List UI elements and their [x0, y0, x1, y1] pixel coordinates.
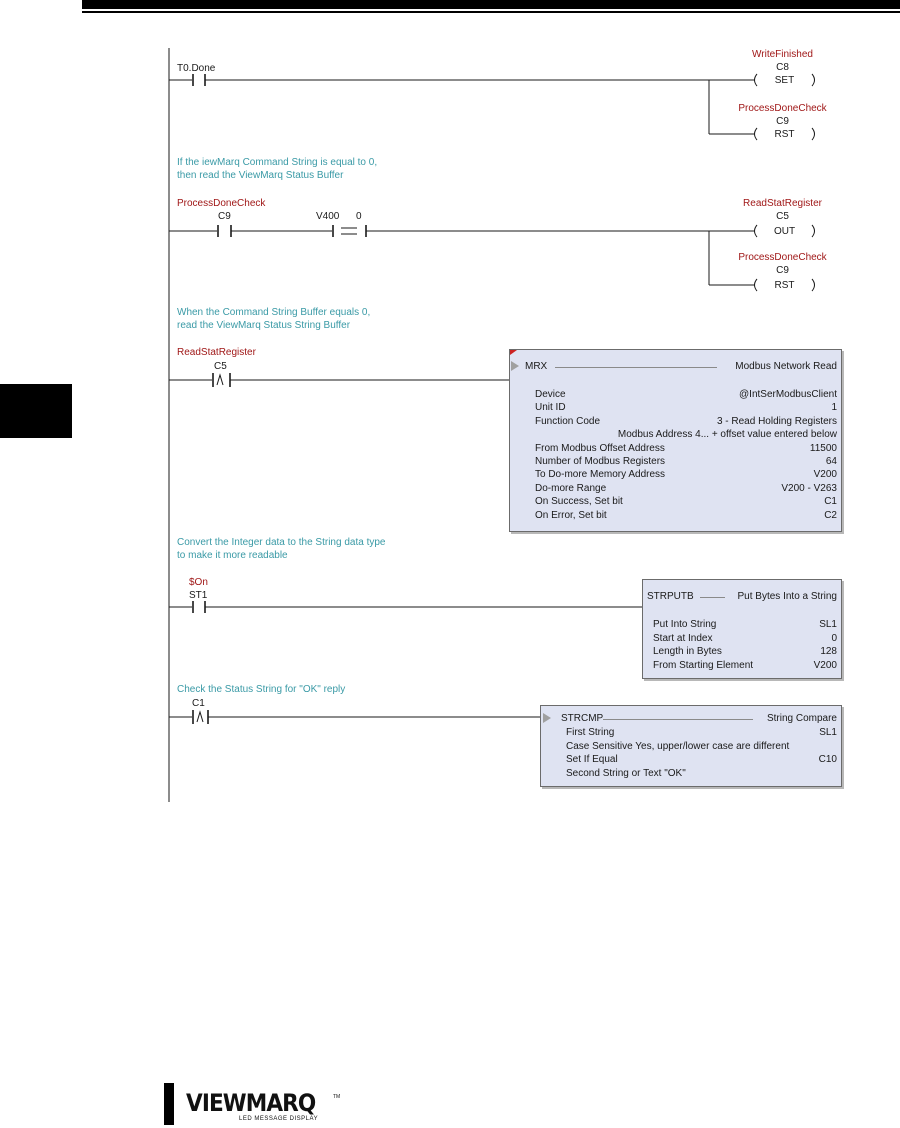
contact-nickname: ProcessDoneCheck: [177, 198, 266, 209]
param-label: Do-more Range: [535, 482, 607, 494]
rung-comment: then read the ViewMarq Status Buffer: [177, 170, 344, 181]
param-label: First String: [566, 727, 615, 738]
strcmp-name: STRCMP: [561, 713, 604, 724]
param-label: Function Code: [535, 415, 601, 427]
contact-address: C1: [192, 698, 205, 709]
param-value: 11500: [809, 442, 837, 454]
coil-address: C8: [776, 62, 789, 73]
param-value: Modbus Address 4... + offset value entered below: [617, 429, 837, 441]
rung-comment: Convert the Integer data to the String data type: [177, 537, 386, 548]
instruction-flag-icon: [541, 706, 553, 730]
param-label: Length in Bytes: [653, 646, 722, 658]
coil-address: C9: [776, 265, 789, 276]
footer-logo-wordmark: VIEWMARQ: [186, 1089, 316, 1117]
param-label: Device: [535, 389, 566, 400]
param-label: On Error, Set bit: [535, 509, 607, 521]
coil-nickname: ReadStatRegister: [743, 198, 822, 209]
footer-tagline: LED MESSAGE DISPLAY: [239, 1116, 319, 1122]
param-value: @IntSerModbusClient: [739, 389, 837, 400]
param-label: Second String or Text "OK": [566, 767, 686, 779]
strcmp-title-rule: [603, 719, 753, 720]
coil-op: SET: [774, 75, 795, 86]
rung-comment: If the iewMarq Command String is equal to 0,: [177, 157, 378, 168]
param-value: SL1: [819, 619, 837, 630]
strputb-name: STRPUTB: [647, 591, 694, 602]
param-value: V200: [813, 659, 837, 671]
rung-comment: Check the Status String for "OK" reply: [177, 684, 346, 695]
mrx-name: MRX: [525, 361, 548, 372]
footer-logo-bar: [164, 1083, 174, 1125]
instruction-flag-icon: [510, 350, 522, 376]
param-value: C10: [818, 754, 837, 765]
param-label: Unit ID: [535, 402, 566, 414]
param-label: On Success, Set bit: [535, 496, 623, 508]
param-value: C2: [824, 509, 837, 521]
param-label: Number of Modbus Registers: [535, 456, 666, 467]
strputb-title-rule: [700, 597, 725, 598]
strputb-instruction-box[interactable]: [642, 579, 842, 679]
strcmp-title: String Compare: [766, 713, 837, 724]
rung-comment: When the Command String Buffer equals 0,: [177, 307, 371, 318]
mrx-title: Modbus Network Read: [735, 361, 837, 372]
mrx-title-rule: [555, 367, 717, 368]
footer-logo-tm: TM: [333, 1094, 341, 1100]
rung1-contact-label: T0.Done: [177, 63, 216, 74]
param-value: SL1: [819, 727, 837, 738]
param-label: Case Sensitive Yes, upper/lower case are different: [566, 740, 790, 752]
coil-op: RST: [774, 129, 795, 140]
mrx-instruction-box[interactable]: [509, 349, 842, 532]
coil-address: C9: [776, 116, 789, 127]
contact-address: ST1: [189, 590, 208, 601]
strputb-title: Put Bytes Into a String: [737, 591, 837, 602]
param-label: Put Into String: [653, 619, 717, 630]
param-label: From Modbus Offset Address: [535, 442, 665, 454]
rung-comment: read the ViewMarq Status String Buffer: [177, 320, 351, 331]
contact-address: C5: [214, 361, 227, 372]
compare-left: V400: [316, 211, 340, 222]
coil-address: C5: [776, 211, 789, 222]
compare-right: 0: [356, 211, 362, 222]
param-value: 3 - Read Holding Registers: [716, 415, 837, 427]
coil-nickname: ProcessDoneCheck: [738, 252, 827, 263]
param-value: 128: [820, 646, 837, 658]
param-value: V200: [813, 469, 837, 481]
footer-logo: [164, 1083, 364, 1125]
coil-nickname: WriteFinished: [752, 49, 813, 60]
param-label: From Starting Element: [653, 659, 754, 671]
coil-op: OUT: [773, 226, 796, 237]
strcmp-instruction-box[interactable]: [540, 705, 842, 787]
coil-op: RST: [774, 280, 795, 291]
param-value: 64: [825, 456, 837, 467]
param-value: 0: [831, 632, 837, 644]
param-value: C1: [824, 496, 837, 508]
param-value: V200 - V263: [781, 482, 837, 494]
contact-nickname: $On: [189, 577, 208, 588]
rung-comment: to make it more readable: [177, 550, 288, 561]
param-label: To Do-more Memory Address: [535, 469, 666, 481]
param-label: Start at Index: [653, 632, 713, 644]
param-value: 1: [831, 402, 837, 414]
param-label: Set If Equal: [566, 754, 618, 765]
contact-nickname: ReadStatRegister: [177, 347, 256, 358]
contact-address: C9: [218, 211, 231, 222]
coil-nickname: ProcessDoneCheck: [738, 103, 827, 114]
